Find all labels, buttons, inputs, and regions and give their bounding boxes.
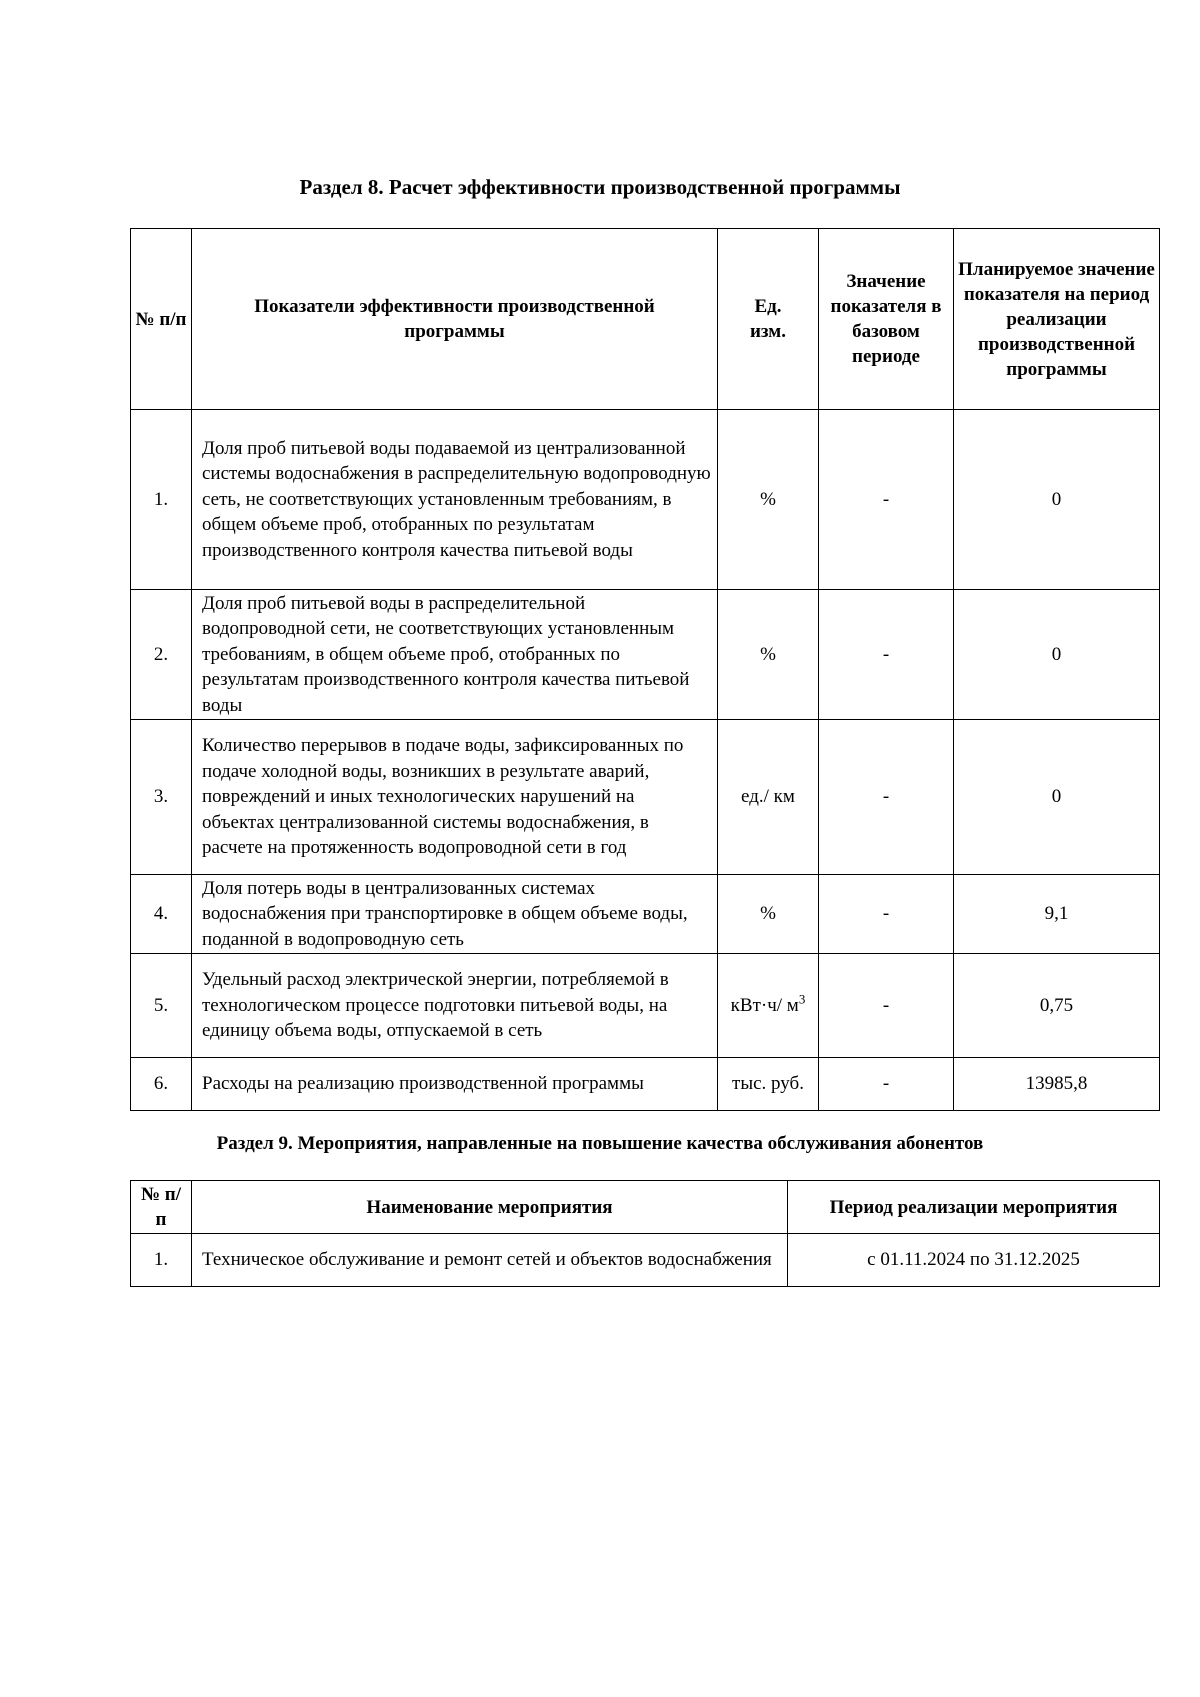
row-planned-value: 0 — [954, 720, 1160, 875]
section9-title: Раздел 9. Мероприятия, направленные на повышение качества обслуживания абонентов — [216, 1133, 984, 1154]
row-unit — [718, 954, 819, 1058]
row-unit: % — [718, 410, 819, 590]
row-num: 4. — [131, 875, 192, 954]
header-base-value: Значение показателя в базовом периоде — [819, 229, 954, 410]
row-planned-value: 0,75 — [954, 954, 1160, 1058]
header-activity-name: Наименование мероприятия — [192, 1181, 788, 1234]
table-row — [131, 590, 1160, 720]
row-unit: % — [718, 590, 819, 720]
row-num: 5. — [131, 954, 192, 1058]
row-base-value: - — [819, 410, 954, 590]
table-header-row — [131, 229, 1160, 410]
table-row — [131, 954, 1160, 1058]
row-base-value: - — [819, 954, 954, 1058]
table-row — [131, 410, 1160, 590]
row-indicator: Количество перерывов в подаче воды, зафиксированных по подаче холодной воды, возникших в результате аварий, повреждений и иных технологических нарушений на объектах централизованной системы водоснабжения, в расчете на протяженность водопроводной сети в год — [192, 720, 718, 875]
row-unit: ед./ км — [718, 720, 819, 875]
table-row — [131, 1058, 1160, 1111]
header-num: № п/п — [131, 1181, 192, 1234]
table-row — [131, 720, 1160, 875]
header-num: № п/п — [131, 229, 192, 410]
table-row — [131, 875, 1160, 954]
row-num: 1. — [131, 1234, 192, 1287]
row-num: 3. — [131, 720, 192, 875]
row-base-value: - — [819, 720, 954, 875]
row-num: 2. — [131, 590, 192, 720]
efficiency-table — [130, 228, 1160, 1111]
unit-superscript: 3 — [798, 991, 806, 1007]
row-num: 6. — [131, 1058, 192, 1111]
row-indicator: Удельный расход электрической энергии, потребляемой в технологическом процессе подготовки питьевой воды, на единицу объема воды, отпускаемой в сеть — [192, 954, 718, 1058]
row-indicator: Доля потерь воды в централизованных системах водоснабжения при транспортировке в общем объеме воды, поданной в водопроводную сеть — [192, 875, 718, 954]
unit-main: кВт·ч/ м — [730, 994, 799, 1016]
table-row — [131, 1234, 1160, 1287]
row-base-value: - — [819, 1058, 954, 1111]
table-header-row — [131, 1181, 1160, 1234]
row-indicator: Расходы на реализацию производственной программы — [192, 1058, 718, 1111]
row-planned-value: 13985,8 — [954, 1058, 1160, 1111]
row-activity-period: с 01.11.2024 по 31.12.2025 — [788, 1234, 1160, 1287]
activities-table — [130, 1180, 1160, 1287]
row-planned-value: 0 — [954, 410, 1160, 590]
row-unit: % — [718, 875, 819, 954]
row-unit: тыс. руб. — [718, 1058, 819, 1111]
row-indicator: Доля проб питьевой воды в распределительной водопроводной сети, не соответствующих установленным требованиям, в общем объеме проб, отобранных по результатам производственного контроля качества питьевой воды — [192, 590, 718, 720]
header-planned-value: Планируемое значение показателя на период реализации производственной программы — [954, 229, 1160, 410]
row-indicator: Доля проб питьевой воды подаваемой из централизованной системы водоснабжения в распределительную водопроводную сеть, не соответствующих установленным требованиям, в общем объеме проб, отобранных по результатам производственного контроля качества питьевой воды — [192, 410, 718, 590]
row-activity-name: Техническое обслуживание и ремонт сетей и объектов водоснабжения — [192, 1234, 788, 1287]
row-num: 1. — [131, 410, 192, 590]
row-base-value: - — [819, 590, 954, 720]
header-unit: Ед. изм. — [718, 229, 819, 410]
header-indicator: Показатели эффективности производственной программы — [192, 229, 718, 410]
header-activity-period: Период реализации мероприятия — [788, 1181, 1160, 1234]
section8-title: Раздел 8. Расчет эффективности производственной программы — [299, 175, 901, 199]
row-base-value: - — [819, 875, 954, 954]
row-planned-value: 0 — [954, 590, 1160, 720]
row-planned-value: 9,1 — [954, 875, 1160, 954]
